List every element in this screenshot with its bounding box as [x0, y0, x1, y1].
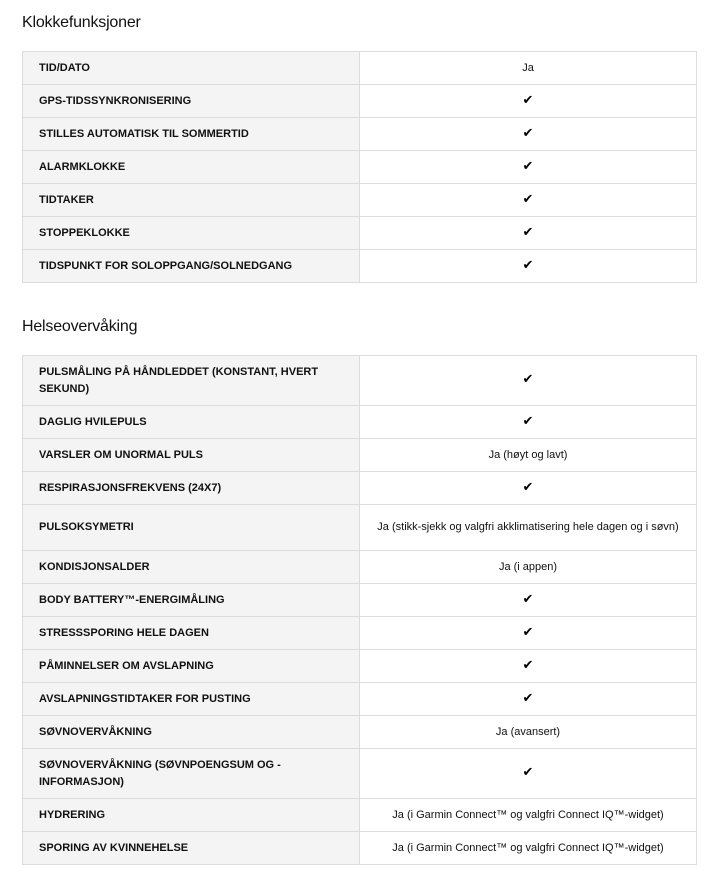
- checkmark-icon: ✔: [522, 412, 534, 428]
- section-title-clock: Klokkefunksjoner: [22, 14, 141, 31]
- feature-value: Ja (i Garmin Connect™ og valgfri Connect IQ™-widget): [360, 832, 697, 865]
- feature-value: Ja (stikk-sjekk og valgfri akklimatisering hele dagen og i søvn): [360, 505, 697, 551]
- feature-label: SØVNOVERVÅKNING (SØVNPOENGSUM OG -INFORMASJON): [23, 749, 360, 799]
- table-row: [23, 472, 697, 505]
- table-row: [23, 716, 697, 749]
- feature-label: PULSOKSYMETRI: [23, 505, 360, 551]
- checkmark-cell: [360, 356, 697, 406]
- checkmark-cell: [360, 749, 697, 799]
- checkmark-cell: [360, 184, 697, 217]
- feature-label: KONDISJONSALDER: [23, 551, 360, 584]
- checkmark-cell: [360, 472, 697, 505]
- checkmark-icon: ✔: [522, 623, 534, 639]
- clock-features-table: [22, 51, 697, 283]
- table-row: [23, 118, 697, 151]
- table-row: [23, 184, 697, 217]
- feature-label: SØVNOVERVÅKNING: [23, 716, 360, 749]
- feature-label: SPORING AV KVINNEHELSE: [23, 832, 360, 865]
- table-row: [23, 406, 697, 439]
- checkmark-icon: ✔: [522, 764, 534, 779]
- feature-label: TIDTAKER: [23, 184, 360, 217]
- feature-value: Ja (i Garmin Connect™ og valgfri Connect IQ™-widget): [360, 799, 697, 832]
- checkmark-icon: ✔: [522, 157, 534, 173]
- feature-label: GPS-TIDSSYNKRONISERING: [23, 85, 360, 118]
- feature-value: Ja (avansert): [360, 716, 697, 749]
- feature-label: STILLES AUTOMATISK TIL SOMMERTID: [23, 118, 360, 151]
- table-row: [23, 505, 697, 551]
- checkmark-cell: [360, 617, 697, 650]
- checkmark-icon: ✔: [522, 223, 534, 239]
- checkmark-cell: [360, 650, 697, 683]
- feature-value: Ja (høyt og lavt): [360, 439, 697, 472]
- checkmark-cell: [360, 250, 697, 283]
- table-row: [23, 650, 697, 683]
- feature-label: STOPPEKLOKKE: [23, 217, 360, 250]
- feature-label: TID/DATO: [23, 52, 360, 85]
- feature-label: PULSMÅLING PÅ HÅNDLEDDET (KONSTANT, HVERT SEKUND): [23, 356, 360, 406]
- feature-value: Ja (i appen): [360, 551, 697, 584]
- table-row: [23, 217, 697, 250]
- checkmark-icon: ✔: [522, 656, 534, 672]
- table-row: [23, 683, 697, 716]
- table-row: [23, 85, 697, 118]
- checkmark-icon: ✔: [522, 124, 534, 140]
- checkmark-cell: [360, 217, 697, 250]
- feature-label: BODY BATTERY™-ENERGIMÅLING: [23, 584, 360, 617]
- checkmark-cell: [360, 85, 697, 118]
- table-row: [23, 799, 697, 832]
- section-title-health: Helseovervåking: [22, 318, 138, 335]
- table-row: [23, 617, 697, 650]
- checkmark-cell: [360, 683, 697, 716]
- checkmark-icon: ✔: [522, 478, 534, 494]
- feature-value: Ja: [360, 52, 697, 85]
- feature-label: STRESSSPORING HELE DAGEN: [23, 617, 360, 650]
- checkmark-cell: [360, 584, 697, 617]
- checkmark-cell: [360, 406, 697, 439]
- table-row: [23, 250, 697, 283]
- feature-label: DAGLIG HVILEPULS: [23, 406, 360, 439]
- checkmark-cell: [360, 151, 697, 184]
- table-row: [23, 52, 697, 85]
- feature-label: ALARMKLOKKE: [23, 151, 360, 184]
- table-row: [23, 551, 697, 584]
- table-row: [23, 584, 697, 617]
- feature-label: AVSLAPNINGSTIDTAKER FOR PUSTING: [23, 683, 360, 716]
- checkmark-icon: ✔: [522, 190, 534, 206]
- feature-label: RESPIRASJONSFREKVENS (24X7): [23, 472, 360, 505]
- checkmark-icon: ✔: [522, 371, 534, 386]
- table-row: [23, 832, 697, 865]
- feature-label: PÅMINNELSER OM AVSLAPNING: [23, 650, 360, 683]
- checkmark-cell: [360, 118, 697, 151]
- feature-label: TIDSPUNKT FOR SOLOPPGANG/SOLNEDGANG: [23, 250, 360, 283]
- table-row: [23, 356, 697, 406]
- feature-label: VARSLER OM UNORMAL PULS: [23, 439, 360, 472]
- table-row: [23, 151, 697, 184]
- feature-label: HYDRERING: [23, 799, 360, 832]
- checkmark-icon: ✔: [522, 590, 534, 606]
- checkmark-icon: ✔: [522, 689, 534, 705]
- table-row: [23, 749, 697, 799]
- health-features-table: [22, 355, 697, 865]
- checkmark-icon: ✔: [522, 91, 534, 107]
- table-row: [23, 439, 697, 472]
- checkmark-icon: ✔: [522, 256, 534, 272]
